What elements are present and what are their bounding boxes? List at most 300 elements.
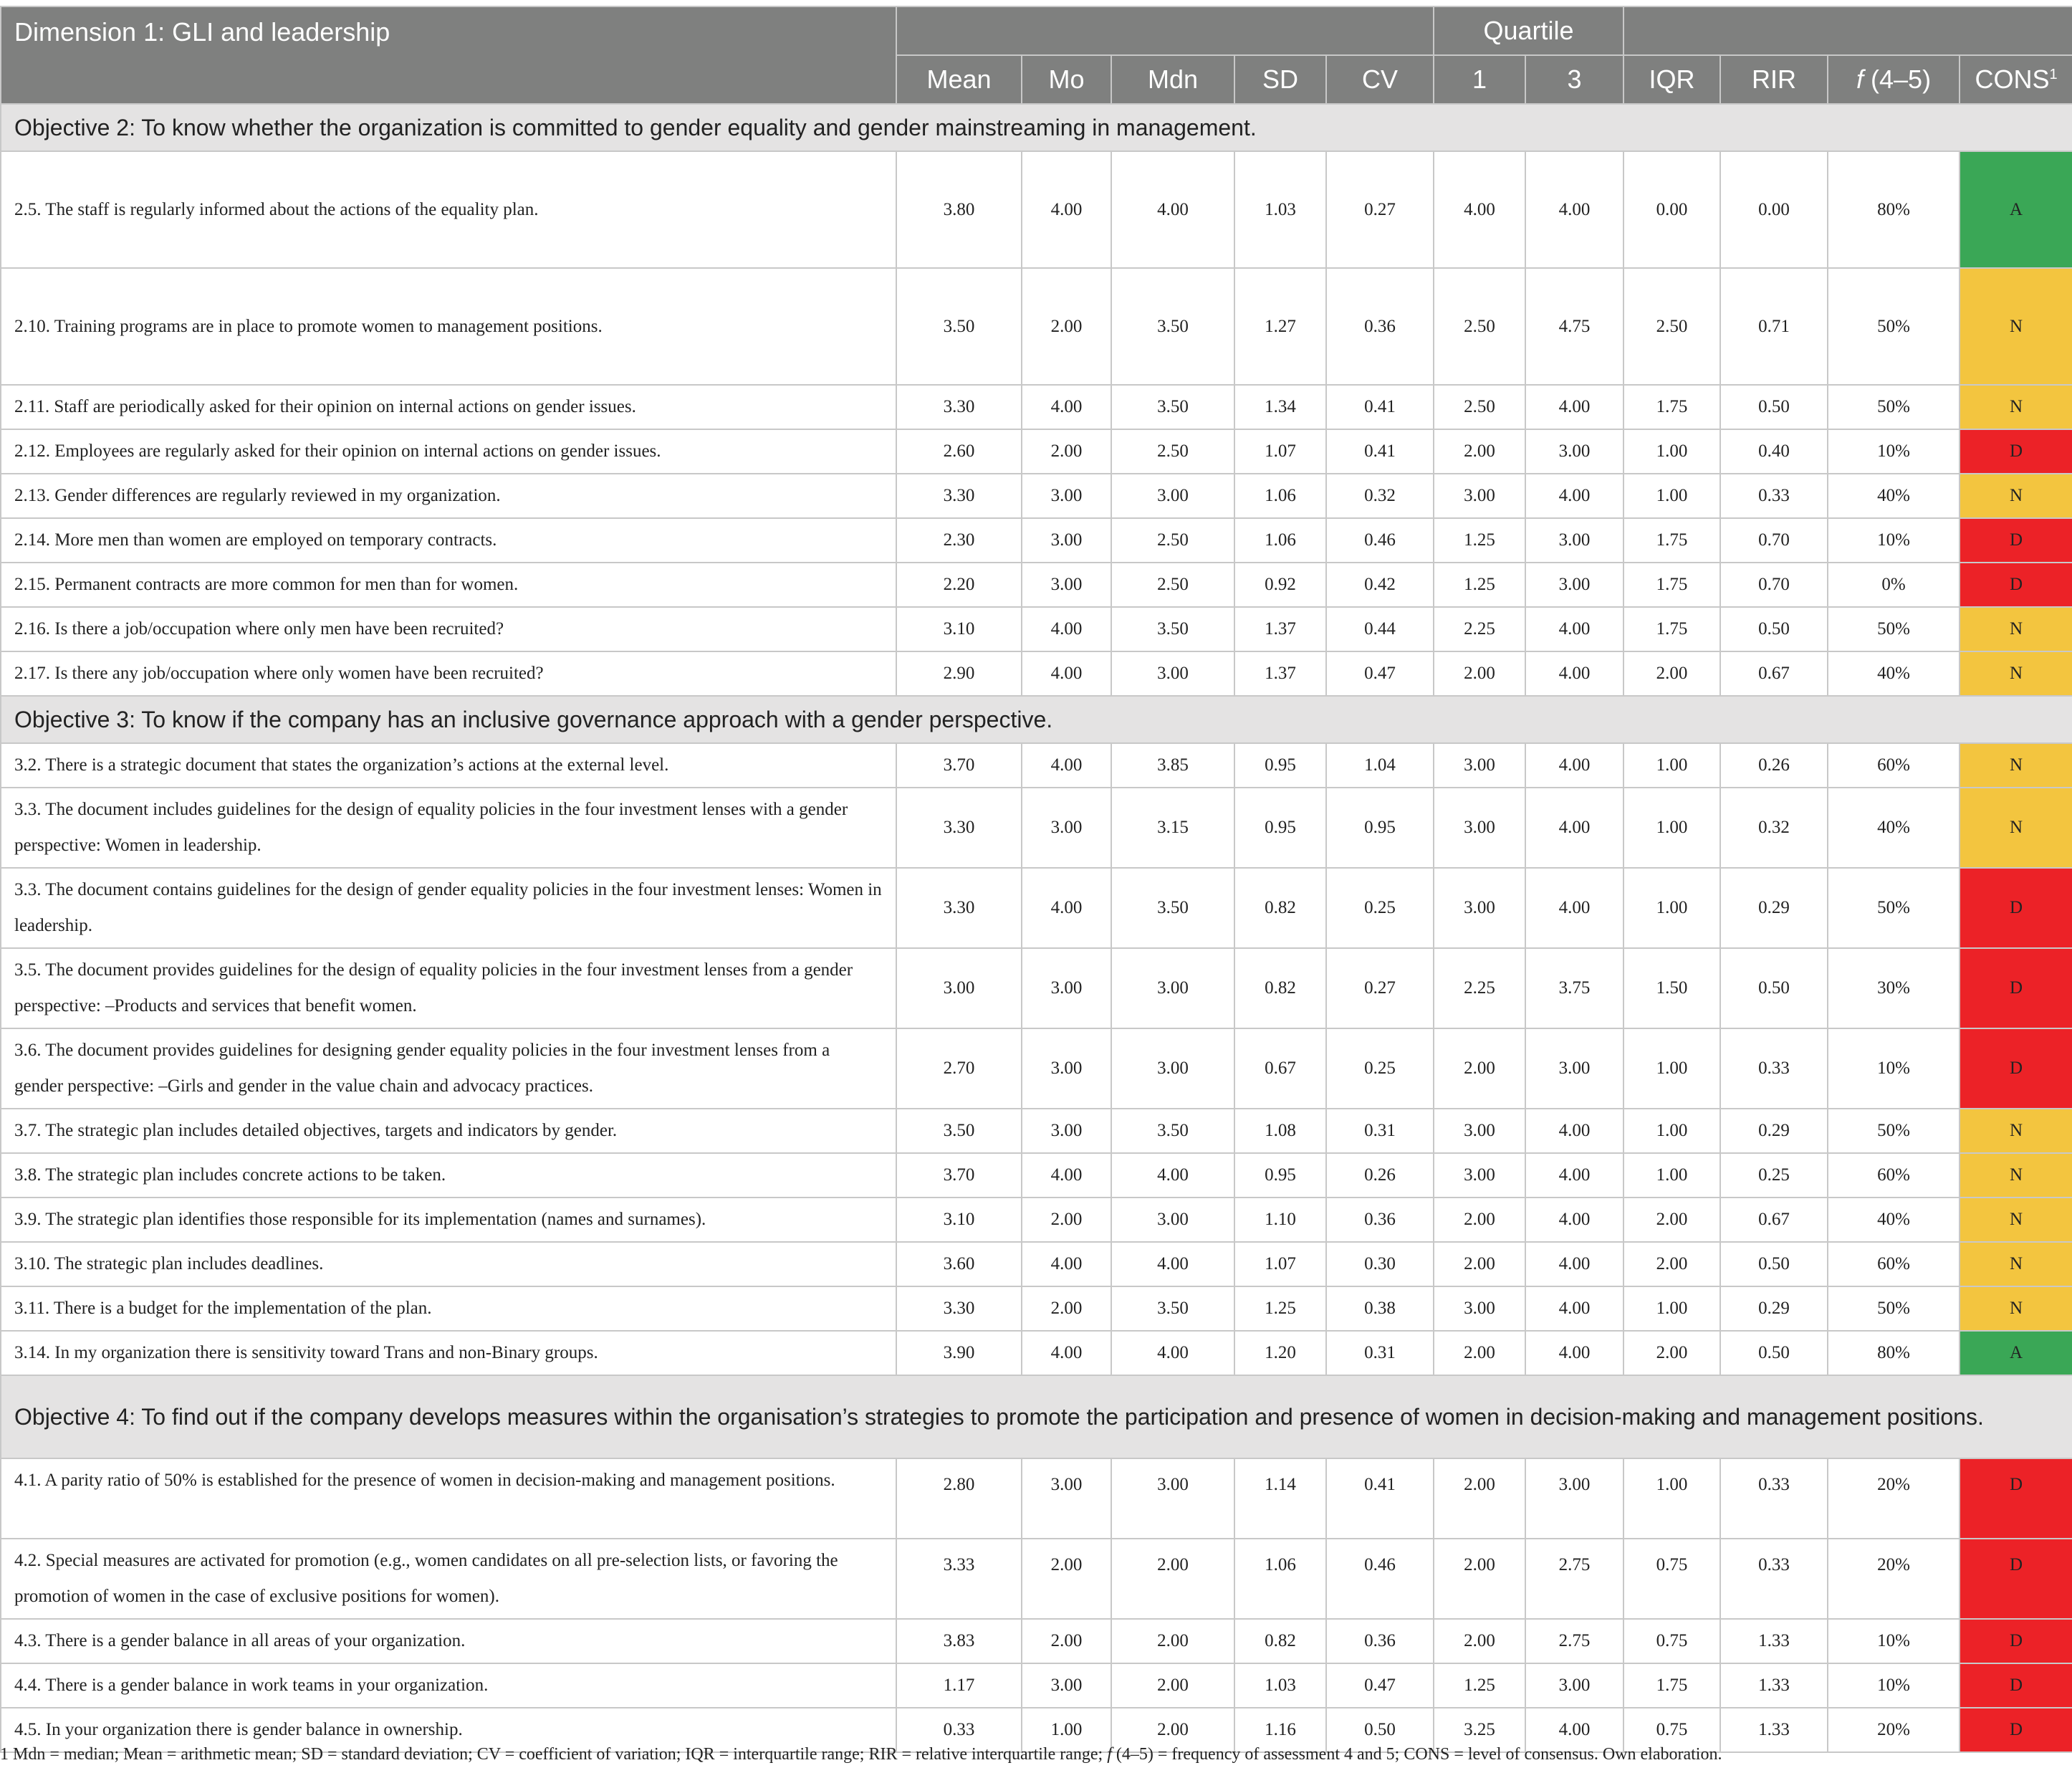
value-cell: 3.50 bbox=[896, 1109, 1022, 1153]
value-cell: 0.40 bbox=[1720, 429, 1828, 474]
value-cell: 2.00 bbox=[1434, 1619, 1525, 1663]
value-cell: 3.00 bbox=[1022, 1028, 1111, 1109]
consensus-cell: D bbox=[1960, 429, 2072, 474]
value-cell: 1.34 bbox=[1234, 385, 1326, 429]
value-cell: 2.75 bbox=[1525, 1619, 1623, 1663]
value-cell: 3.00 bbox=[896, 948, 1022, 1028]
value-cell: 2.00 bbox=[1022, 1539, 1111, 1619]
consensus-cell: D bbox=[1960, 563, 2072, 607]
value-cell: 4.00 bbox=[1022, 1331, 1111, 1375]
value-cell: 0.50 bbox=[1720, 948, 1828, 1028]
value-cell: 60% bbox=[1828, 1242, 1960, 1286]
value-cell: 1.37 bbox=[1234, 651, 1326, 696]
value-cell: 2.50 bbox=[1111, 429, 1234, 474]
value-cell: 50% bbox=[1828, 385, 1960, 429]
consensus-cell: D bbox=[1960, 1663, 2072, 1708]
value-cell: 1.00 bbox=[1623, 1109, 1720, 1153]
item-text: 3.7. The strategic plan includes detailed objectives, targets and indicators by gender. bbox=[1, 1109, 896, 1153]
item-text: 2.11. Staff are periodically asked for their opinion on internal actions on gender issues. bbox=[1, 385, 896, 429]
value-cell: 0.67 bbox=[1720, 651, 1828, 696]
dimension-title: Dimension 1: GLI and leadership bbox=[1, 6, 896, 104]
value-cell: 1.37 bbox=[1234, 607, 1326, 651]
value-cell: 0.95 bbox=[1234, 743, 1326, 788]
column-header-label: CONS bbox=[1975, 64, 2050, 94]
value-cell: 0.29 bbox=[1720, 1286, 1828, 1331]
column-header: Mo bbox=[1022, 55, 1111, 104]
consensus-cell: N bbox=[1960, 385, 2072, 429]
value-cell: 1.00 bbox=[1623, 868, 1720, 948]
value-cell: 0.70 bbox=[1720, 518, 1828, 563]
value-cell: 1.00 bbox=[1623, 474, 1720, 518]
value-cell: 1.50 bbox=[1623, 948, 1720, 1028]
table-row bbox=[1, 1663, 2072, 1708]
value-cell: 1.10 bbox=[1234, 1198, 1326, 1242]
value-cell: 3.10 bbox=[896, 607, 1022, 651]
value-cell: 4.00 bbox=[1525, 1242, 1623, 1286]
value-cell: 3.00 bbox=[1525, 1663, 1623, 1708]
value-cell: 4.00 bbox=[1022, 1242, 1111, 1286]
value-cell: 0.33 bbox=[1720, 1028, 1828, 1109]
table-row bbox=[1, 1028, 2072, 1109]
value-cell: 3.00 bbox=[1525, 1458, 1623, 1539]
column-header: IQR bbox=[1623, 55, 1720, 104]
consensus-cell: D bbox=[1960, 1028, 2072, 1109]
value-cell: 2.00 bbox=[1623, 651, 1720, 696]
value-cell: 4.00 bbox=[1111, 1153, 1234, 1198]
value-cell: 1.75 bbox=[1623, 385, 1720, 429]
value-cell: 3.00 bbox=[1434, 868, 1525, 948]
item-text: 2.14. More men than women are employed on temporary contracts. bbox=[1, 518, 896, 563]
value-cell: 10% bbox=[1828, 1028, 1960, 1109]
value-cell: 1.25 bbox=[1434, 1663, 1525, 1708]
value-cell: 3.90 bbox=[896, 1331, 1022, 1375]
value-cell: 4.00 bbox=[1022, 868, 1111, 948]
value-cell: 3.00 bbox=[1022, 1109, 1111, 1153]
value-cell: 60% bbox=[1828, 743, 1960, 788]
value-cell: 50% bbox=[1828, 607, 1960, 651]
item-text: 2.5. The staff is regularly informed about the actions of the equality plan. bbox=[1, 151, 896, 268]
value-cell: 10% bbox=[1828, 518, 1960, 563]
value-cell: 2.00 bbox=[1434, 1198, 1525, 1242]
value-cell: 4.00 bbox=[1111, 151, 1234, 268]
value-cell: 3.00 bbox=[1111, 1028, 1234, 1109]
value-cell: 0.26 bbox=[1720, 743, 1828, 788]
item-text: 4.2. Special measures are activated for promotion (e.g., women candidates on all pre-selection lists, or favoring the promotion of women in the case of exclusive positions for women). bbox=[1, 1539, 896, 1619]
value-cell: 2.25 bbox=[1434, 607, 1525, 651]
value-cell: 0.32 bbox=[1720, 788, 1828, 868]
value-cell: 20% bbox=[1828, 1458, 1960, 1539]
value-cell: 2.25 bbox=[1434, 948, 1525, 1028]
value-cell: 1.20 bbox=[1234, 1331, 1326, 1375]
value-cell: 3.00 bbox=[1111, 1198, 1234, 1242]
value-cell: 0.75 bbox=[1623, 1708, 1720, 1752]
value-cell: 4.00 bbox=[1111, 1331, 1234, 1375]
section-title: Objective 4: To find out if the company develops measures within the organisation’s strategies to promote the participation and presence of women in decision-making and management positions. bbox=[1, 1375, 2072, 1458]
consensus-cell: N bbox=[1960, 1242, 2072, 1286]
value-cell: 4.00 bbox=[1022, 743, 1111, 788]
consensus-cell: D bbox=[1960, 1708, 2072, 1752]
value-cell: 3.00 bbox=[1022, 948, 1111, 1028]
consensus-cell: N bbox=[1960, 788, 2072, 868]
item-text: 3.5. The document provides guidelines for the design of equality policies in the four investment lenses from a gender perspective: –Products and services that benefit women. bbox=[1, 948, 896, 1028]
header-row-top bbox=[1, 6, 2072, 55]
value-cell: 20% bbox=[1828, 1708, 1960, 1752]
value-cell: 3.50 bbox=[1111, 385, 1234, 429]
value-cell: 0.29 bbox=[1720, 868, 1828, 948]
value-cell: 3.50 bbox=[1111, 607, 1234, 651]
value-cell: 0.38 bbox=[1326, 1286, 1434, 1331]
value-cell: 0.50 bbox=[1720, 385, 1828, 429]
value-cell: 3.70 bbox=[896, 1153, 1022, 1198]
consensus-cell: N bbox=[1960, 651, 2072, 696]
item-text: 2.16. Is there a job/occupation where only men have been recruited? bbox=[1, 607, 896, 651]
value-cell: 3.30 bbox=[896, 385, 1022, 429]
item-text: 3.11. There is a budget for the implementation of the plan. bbox=[1, 1286, 896, 1331]
value-cell: 4.00 bbox=[1525, 385, 1623, 429]
item-text: 3.9. The strategic plan identifies those responsible for its implementation (names and surnames). bbox=[1, 1198, 896, 1242]
consensus-cell: N bbox=[1960, 474, 2072, 518]
value-cell: 3.50 bbox=[1111, 1286, 1234, 1331]
value-cell: 2.00 bbox=[1111, 1663, 1234, 1708]
value-cell: 3.00 bbox=[1434, 788, 1525, 868]
value-cell: 40% bbox=[1828, 788, 1960, 868]
value-cell: 1.08 bbox=[1234, 1109, 1326, 1153]
value-cell: 50% bbox=[1828, 268, 1960, 385]
value-cell: 2.00 bbox=[1434, 1028, 1525, 1109]
value-cell: 1.75 bbox=[1623, 607, 1720, 651]
item-text: 3.2. There is a strategic document that states the organization’s actions at the external level. bbox=[1, 743, 896, 788]
value-cell: 4.00 bbox=[1525, 1286, 1623, 1331]
value-cell: 1.33 bbox=[1720, 1663, 1828, 1708]
table-body bbox=[1, 104, 2072, 1752]
value-cell: 1.17 bbox=[896, 1663, 1022, 1708]
value-cell: 0.00 bbox=[1623, 151, 1720, 268]
value-cell: 2.50 bbox=[1434, 268, 1525, 385]
value-cell: 1.75 bbox=[1623, 563, 1720, 607]
value-cell: 2.50 bbox=[1111, 563, 1234, 607]
consensus-cell: D bbox=[1960, 1539, 2072, 1619]
consensus-cell: D bbox=[1960, 1619, 2072, 1663]
item-text: 4.1. A parity ratio of 50% is established for the presence of women in decision-making and management positions. bbox=[1, 1458, 896, 1539]
value-cell: 0.44 bbox=[1326, 607, 1434, 651]
table-row bbox=[1, 651, 2072, 696]
value-cell: 1.00 bbox=[1623, 1286, 1720, 1331]
table-row bbox=[1, 429, 2072, 474]
consensus-cell: N bbox=[1960, 607, 2072, 651]
value-cell: 10% bbox=[1828, 1663, 1960, 1708]
value-cell: 4.00 bbox=[1434, 151, 1525, 268]
value-cell: 1.06 bbox=[1234, 1539, 1326, 1619]
value-cell: 2.00 bbox=[1111, 1708, 1234, 1752]
value-cell: 3.00 bbox=[1022, 563, 1111, 607]
value-cell: 3.00 bbox=[1022, 1663, 1111, 1708]
value-cell: 4.00 bbox=[1525, 151, 1623, 268]
value-cell: 1.07 bbox=[1234, 429, 1326, 474]
value-cell: 2.75 bbox=[1525, 1539, 1623, 1619]
value-cell: 3.15 bbox=[1111, 788, 1234, 868]
footnote: 1 Mdn = median; Mean = arithmetic mean; SD = standard deviation; CV = coefficient of variation; IQR = interquartile range; RIR = relative interquartile range; f (4–5) = frequency of assessment 4 and 5; CONS = level of consensus. Own elaboration. bbox=[0, 1745, 1722, 1764]
value-cell: 40% bbox=[1828, 1198, 1960, 1242]
table-row bbox=[1, 474, 2072, 518]
value-cell: 4.00 bbox=[1022, 385, 1111, 429]
consensus-cell: N bbox=[1960, 1109, 2072, 1153]
value-cell: 0.25 bbox=[1720, 1153, 1828, 1198]
value-cell: 3.50 bbox=[1111, 1109, 1234, 1153]
item-text: 4.5. In your organization there is gender balance in ownership. bbox=[1, 1708, 896, 1752]
table-row bbox=[1, 607, 2072, 651]
value-cell: 0.50 bbox=[1720, 1331, 1828, 1375]
value-cell: 3.00 bbox=[1111, 1458, 1234, 1539]
table-row bbox=[1, 788, 2072, 868]
column-header: SD bbox=[1234, 55, 1326, 104]
value-cell: 2.00 bbox=[1623, 1198, 1720, 1242]
value-cell: 2.00 bbox=[1022, 429, 1111, 474]
value-cell: 3.00 bbox=[1434, 1153, 1525, 1198]
value-cell: 1.75 bbox=[1623, 1663, 1720, 1708]
value-cell: 3.80 bbox=[896, 151, 1022, 268]
value-cell: 3.50 bbox=[1111, 268, 1234, 385]
value-cell: 3.00 bbox=[1525, 429, 1623, 474]
table-row bbox=[1, 1458, 2072, 1539]
value-cell: 3.00 bbox=[1022, 788, 1111, 868]
value-cell: 1.03 bbox=[1234, 1663, 1326, 1708]
section-title: Objective 2: To know whether the organization is committed to gender equality and gender mainstreaming in management. bbox=[1, 104, 2072, 151]
value-cell: 1.27 bbox=[1234, 268, 1326, 385]
value-cell: 3.00 bbox=[1022, 518, 1111, 563]
value-cell: 4.00 bbox=[1525, 1198, 1623, 1242]
consensus-cell: N bbox=[1960, 1198, 2072, 1242]
value-cell: 3.75 bbox=[1525, 948, 1623, 1028]
table-row bbox=[1, 1331, 2072, 1375]
value-cell: 3.00 bbox=[1434, 1286, 1525, 1331]
header-spacer bbox=[1623, 6, 2072, 55]
value-cell: 3.50 bbox=[1111, 868, 1234, 948]
value-cell: 4.00 bbox=[1525, 1708, 1623, 1752]
value-cell: 2.00 bbox=[1022, 1286, 1111, 1331]
value-cell: 1.00 bbox=[1623, 1153, 1720, 1198]
value-cell: 20% bbox=[1828, 1539, 1960, 1619]
value-cell: 0% bbox=[1828, 563, 1960, 607]
value-cell: 3.00 bbox=[1525, 518, 1623, 563]
section-title: Objective 3: To know if the company has an inclusive governance approach with a gender perspective. bbox=[1, 696, 2072, 743]
footnote-marker: 1 bbox=[2049, 67, 2058, 82]
value-cell: 1.16 bbox=[1234, 1708, 1326, 1752]
value-cell: 1.00 bbox=[1022, 1708, 1111, 1752]
consensus-cell: N bbox=[1960, 743, 2072, 788]
value-cell: 0.33 bbox=[1720, 1539, 1828, 1619]
value-cell: 0.95 bbox=[1234, 788, 1326, 868]
value-cell: 80% bbox=[1828, 151, 1960, 268]
value-cell: 0.50 bbox=[1326, 1708, 1434, 1752]
value-cell: 1.03 bbox=[1234, 151, 1326, 268]
value-cell: 40% bbox=[1828, 651, 1960, 696]
value-cell: 3.00 bbox=[1434, 474, 1525, 518]
table-row bbox=[1, 1286, 2072, 1331]
value-cell: 3.70 bbox=[896, 743, 1022, 788]
value-cell: 1.07 bbox=[1234, 1242, 1326, 1286]
item-text: 3.8. The strategic plan includes concrete actions to be taken. bbox=[1, 1153, 896, 1198]
value-cell: 0.75 bbox=[1623, 1539, 1720, 1619]
column-header: RIR bbox=[1720, 55, 1828, 104]
item-text: 2.12. Employees are regularly asked for their opinion on internal actions on gender issues. bbox=[1, 429, 896, 474]
value-cell: 0.30 bbox=[1326, 1242, 1434, 1286]
value-cell: 0.25 bbox=[1326, 1028, 1434, 1109]
value-cell: 3.00 bbox=[1022, 1458, 1111, 1539]
item-text: 2.17. Is there any job/occupation where only women have been recruited? bbox=[1, 651, 896, 696]
value-cell: 3.25 bbox=[1434, 1708, 1525, 1752]
value-cell: 3.00 bbox=[1434, 1109, 1525, 1153]
table-row bbox=[1, 1198, 2072, 1242]
table-row bbox=[1, 268, 2072, 385]
item-text: 4.4. There is a gender balance in work teams in your organization. bbox=[1, 1663, 896, 1708]
value-cell: 2.00 bbox=[1111, 1539, 1234, 1619]
value-cell: 2.50 bbox=[1623, 268, 1720, 385]
value-cell: 0.71 bbox=[1720, 268, 1828, 385]
value-cell: 1.75 bbox=[1623, 518, 1720, 563]
value-cell: 4.00 bbox=[1525, 651, 1623, 696]
item-text: 3.10. The strategic plan includes deadlines. bbox=[1, 1242, 896, 1286]
value-cell: 3.83 bbox=[896, 1619, 1022, 1663]
value-cell: 3.10 bbox=[896, 1198, 1022, 1242]
value-cell: 0.31 bbox=[1326, 1331, 1434, 1375]
item-text: 2.10. Training programs are in place to promote women to management positions. bbox=[1, 268, 896, 385]
consensus-cell: D bbox=[1960, 518, 2072, 563]
value-cell: 0.75 bbox=[1623, 1619, 1720, 1663]
value-cell: 0.00 bbox=[1720, 151, 1828, 268]
value-cell: 4.00 bbox=[1022, 607, 1111, 651]
table-row bbox=[1, 948, 2072, 1028]
value-cell: 2.00 bbox=[1111, 1619, 1234, 1663]
value-cell: 4.00 bbox=[1525, 1109, 1623, 1153]
consensus-cell: N bbox=[1960, 1286, 2072, 1331]
value-cell: 0.33 bbox=[1720, 474, 1828, 518]
table-row bbox=[1, 1619, 2072, 1663]
value-cell: 30% bbox=[1828, 948, 1960, 1028]
value-cell: 2.00 bbox=[1434, 1539, 1525, 1619]
item-text: 3.14. In my organization there is sensitivity toward Trans and non-Binary groups. bbox=[1, 1331, 896, 1375]
value-cell: 0.32 bbox=[1326, 474, 1434, 518]
value-cell: 1.06 bbox=[1234, 518, 1326, 563]
value-cell: 0.50 bbox=[1720, 607, 1828, 651]
value-cell: 2.60 bbox=[896, 429, 1022, 474]
value-cell: 1.25 bbox=[1234, 1286, 1326, 1331]
value-cell: 3.30 bbox=[896, 788, 1022, 868]
consensus-cell: A bbox=[1960, 1331, 2072, 1375]
value-cell: 1.33 bbox=[1720, 1619, 1828, 1663]
value-cell: 3.85 bbox=[1111, 743, 1234, 788]
value-cell: 2.50 bbox=[1111, 518, 1234, 563]
value-cell: 0.26 bbox=[1326, 1153, 1434, 1198]
value-cell: 0.42 bbox=[1326, 563, 1434, 607]
value-cell: 0.46 bbox=[1326, 1539, 1434, 1619]
consensus-cell: D bbox=[1960, 868, 2072, 948]
value-cell: 1.00 bbox=[1623, 788, 1720, 868]
value-cell: 1.00 bbox=[1623, 1028, 1720, 1109]
value-cell: 2.90 bbox=[896, 651, 1022, 696]
consensus-cell: D bbox=[1960, 1458, 2072, 1539]
value-cell: 4.00 bbox=[1022, 1153, 1111, 1198]
section-row bbox=[1, 1375, 2072, 1458]
value-cell: 1.00 bbox=[1623, 743, 1720, 788]
value-cell: 4.00 bbox=[1022, 651, 1111, 696]
value-cell: 2.00 bbox=[1623, 1242, 1720, 1286]
value-cell: 3.60 bbox=[896, 1242, 1022, 1286]
value-cell: 3.00 bbox=[1111, 651, 1234, 696]
value-cell: 0.31 bbox=[1326, 1109, 1434, 1153]
value-cell: 0.82 bbox=[1234, 1619, 1326, 1663]
value-cell: 4.00 bbox=[1525, 1153, 1623, 1198]
value-cell: 3.00 bbox=[1434, 743, 1525, 788]
value-cell: 0.29 bbox=[1720, 1109, 1828, 1153]
value-cell: 0.47 bbox=[1326, 651, 1434, 696]
value-cell: 0.41 bbox=[1326, 429, 1434, 474]
value-cell: 0.33 bbox=[1720, 1458, 1828, 1539]
table-row bbox=[1, 563, 2072, 607]
column-header: 1 bbox=[1434, 55, 1525, 104]
table-row bbox=[1, 518, 2072, 563]
table-row bbox=[1, 385, 2072, 429]
value-cell: 1.00 bbox=[1623, 429, 1720, 474]
value-cell: 0.25 bbox=[1326, 868, 1434, 948]
table-row bbox=[1, 743, 2072, 788]
value-cell: 0.36 bbox=[1326, 268, 1434, 385]
quartile-group-header: Quartile bbox=[1434, 6, 1623, 55]
item-text: 4.3. There is a gender balance in all areas of your organization. bbox=[1, 1619, 896, 1663]
consensus-table bbox=[0, 6, 2072, 1753]
value-cell: 50% bbox=[1828, 1109, 1960, 1153]
value-cell: 1.04 bbox=[1326, 743, 1434, 788]
value-cell: 2.00 bbox=[1434, 1331, 1525, 1375]
value-cell: 2.50 bbox=[1434, 385, 1525, 429]
value-cell: 0.47 bbox=[1326, 1663, 1434, 1708]
value-cell: 0.50 bbox=[1720, 1242, 1828, 1286]
value-cell: 0.82 bbox=[1234, 948, 1326, 1028]
value-cell: 4.00 bbox=[1525, 607, 1623, 651]
value-cell: 4.00 bbox=[1525, 788, 1623, 868]
value-cell: 0.95 bbox=[1326, 788, 1434, 868]
consensus-cell: A bbox=[1960, 151, 2072, 268]
column-header: Mdn bbox=[1111, 55, 1234, 104]
value-cell: 4.00 bbox=[1525, 868, 1623, 948]
value-cell: 0.36 bbox=[1326, 1198, 1434, 1242]
table-row bbox=[1, 868, 2072, 948]
item-text: 2.15. Permanent contracts are more common for men than for women. bbox=[1, 563, 896, 607]
value-cell: 10% bbox=[1828, 1619, 1960, 1663]
column-header: CV bbox=[1326, 55, 1434, 104]
value-cell: 0.67 bbox=[1720, 1198, 1828, 1242]
value-cell: 1.25 bbox=[1434, 563, 1525, 607]
value-cell: 0.36 bbox=[1326, 1619, 1434, 1663]
value-cell: 0.67 bbox=[1234, 1028, 1326, 1109]
value-cell: 3.30 bbox=[896, 868, 1022, 948]
value-cell: 0.70 bbox=[1720, 563, 1828, 607]
item-text: 2.13. Gender differences are regularly reviewed in my organization. bbox=[1, 474, 896, 518]
value-cell: 1.33 bbox=[1720, 1708, 1828, 1752]
value-cell: 0.92 bbox=[1234, 563, 1326, 607]
column-header: 3 bbox=[1525, 55, 1623, 104]
value-cell: 4.75 bbox=[1525, 268, 1623, 385]
value-cell: 4.00 bbox=[1525, 743, 1623, 788]
value-cell: 2.00 bbox=[1434, 1458, 1525, 1539]
value-cell: 1.25 bbox=[1434, 518, 1525, 563]
header-spacer bbox=[896, 6, 1434, 55]
value-cell: 0.82 bbox=[1234, 868, 1326, 948]
value-cell: 3.30 bbox=[896, 1286, 1022, 1331]
value-cell: 3.50 bbox=[896, 268, 1022, 385]
column-header: f (4–5) bbox=[1828, 55, 1960, 104]
item-text: 3.6. The document provides guidelines for designing gender equality policies in the four investment lenses from a gender perspective: –Girls and gender in the value chain and advocacy practices. bbox=[1, 1028, 896, 1109]
value-cell: 2.00 bbox=[1434, 651, 1525, 696]
